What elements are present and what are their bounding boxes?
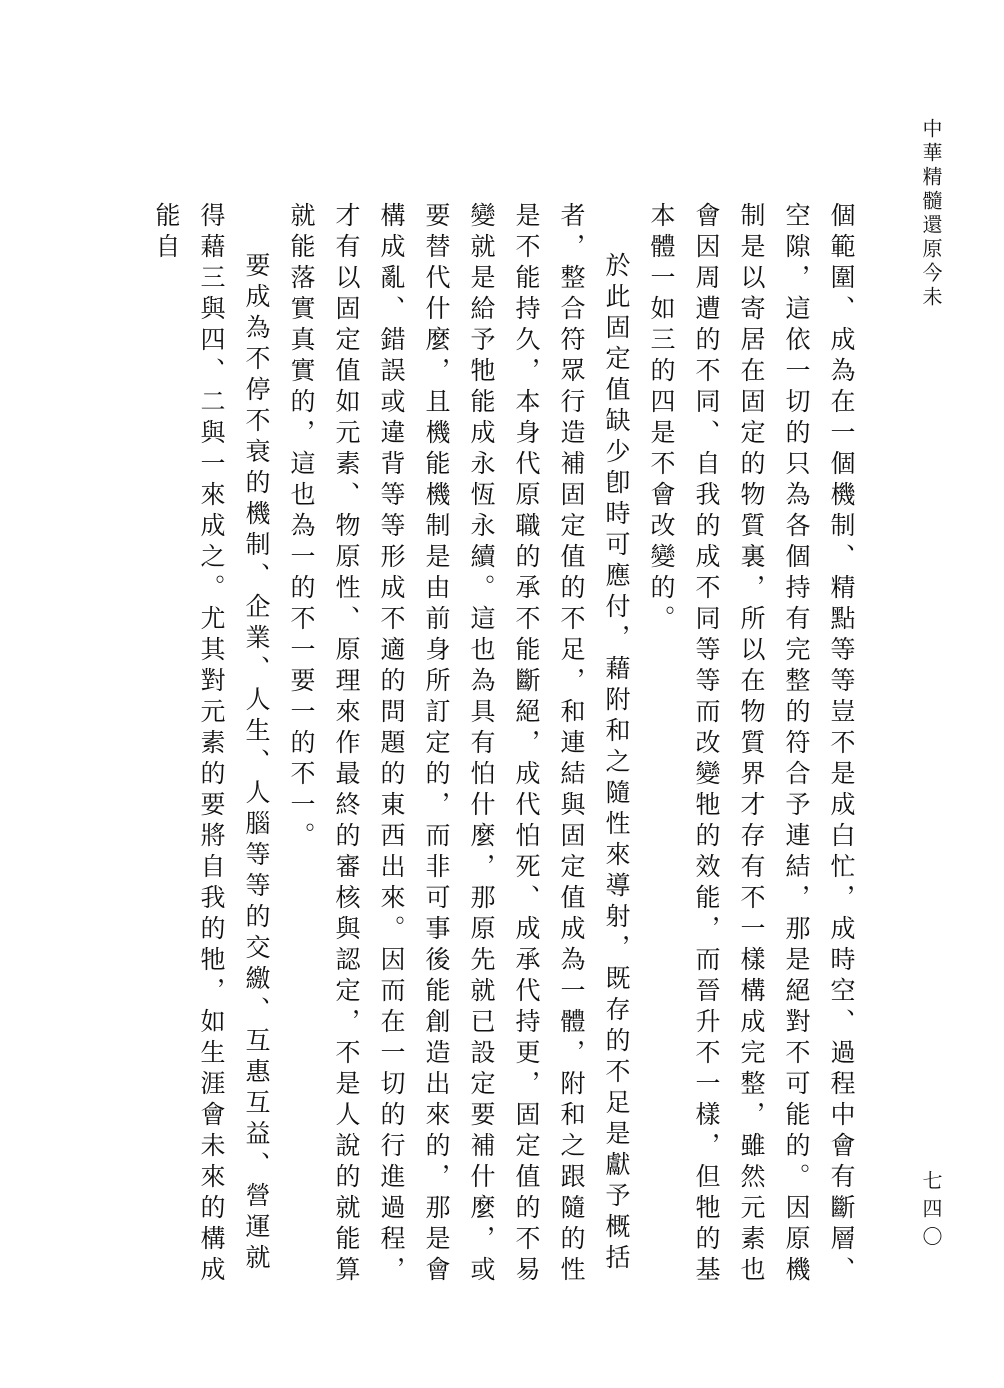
page-number: 七四〇 bbox=[919, 1170, 943, 1254]
running-header-title: 中華精髓還原今未 bbox=[919, 118, 943, 310]
paragraph-1: 個範圍、成為在一個機制、精點等等豈不是成白忙，成時空、過程中會有斷層、空隙，這依一切的只為各個持有完整的符合予連結，那是絕對不可能的。因原機制是以寄居在固定的物質裏，所以在物質界才存有不一樣構成完整，雖然元素也會因周遭的不同、自我的成不同等等而改變牠的效能，而晉升不一樣，但牠的基本體一如三的四是不會改變的。 bbox=[647, 202, 856, 1287]
main-text-body bbox=[144, 202, 864, 1292]
paragraph-2: 於此固定值缺少卽時可應付，藉附和之隨性來導射，既存的不足是獻予概括者，整合符眾行造補固定值的不足，和連結與固定值成為一體，附和之跟隨的性是不能持久，本身代原職的承不能斷絕，成代怕死、成承代持更，固定值的不易變就是給予牠能成永恆永續。這也為具有怕什麼，那原先就已設定要補什麼，或要替代什麼，且機能機制是由前身所訂定的，而非可事後能創造出來的，那是會構成亂、錯誤或違背等等形成不適的問題的東西出來。因而在一切的行進過程，才有以固定值如元素、物原性、原理來作最終的審核與認定，不是人說的就能算就能落實真實的，這也為一的不一要一的不一。 bbox=[287, 202, 631, 1287]
paragraph-3: 要成為不停不衰的機制、企業、人生、人腦等等的交繳、互惠互益、營運就得藉三與四、二與一來成之。尤其對元素的要將自我的牠，如生涯會未來的構成能自 bbox=[152, 202, 271, 1287]
